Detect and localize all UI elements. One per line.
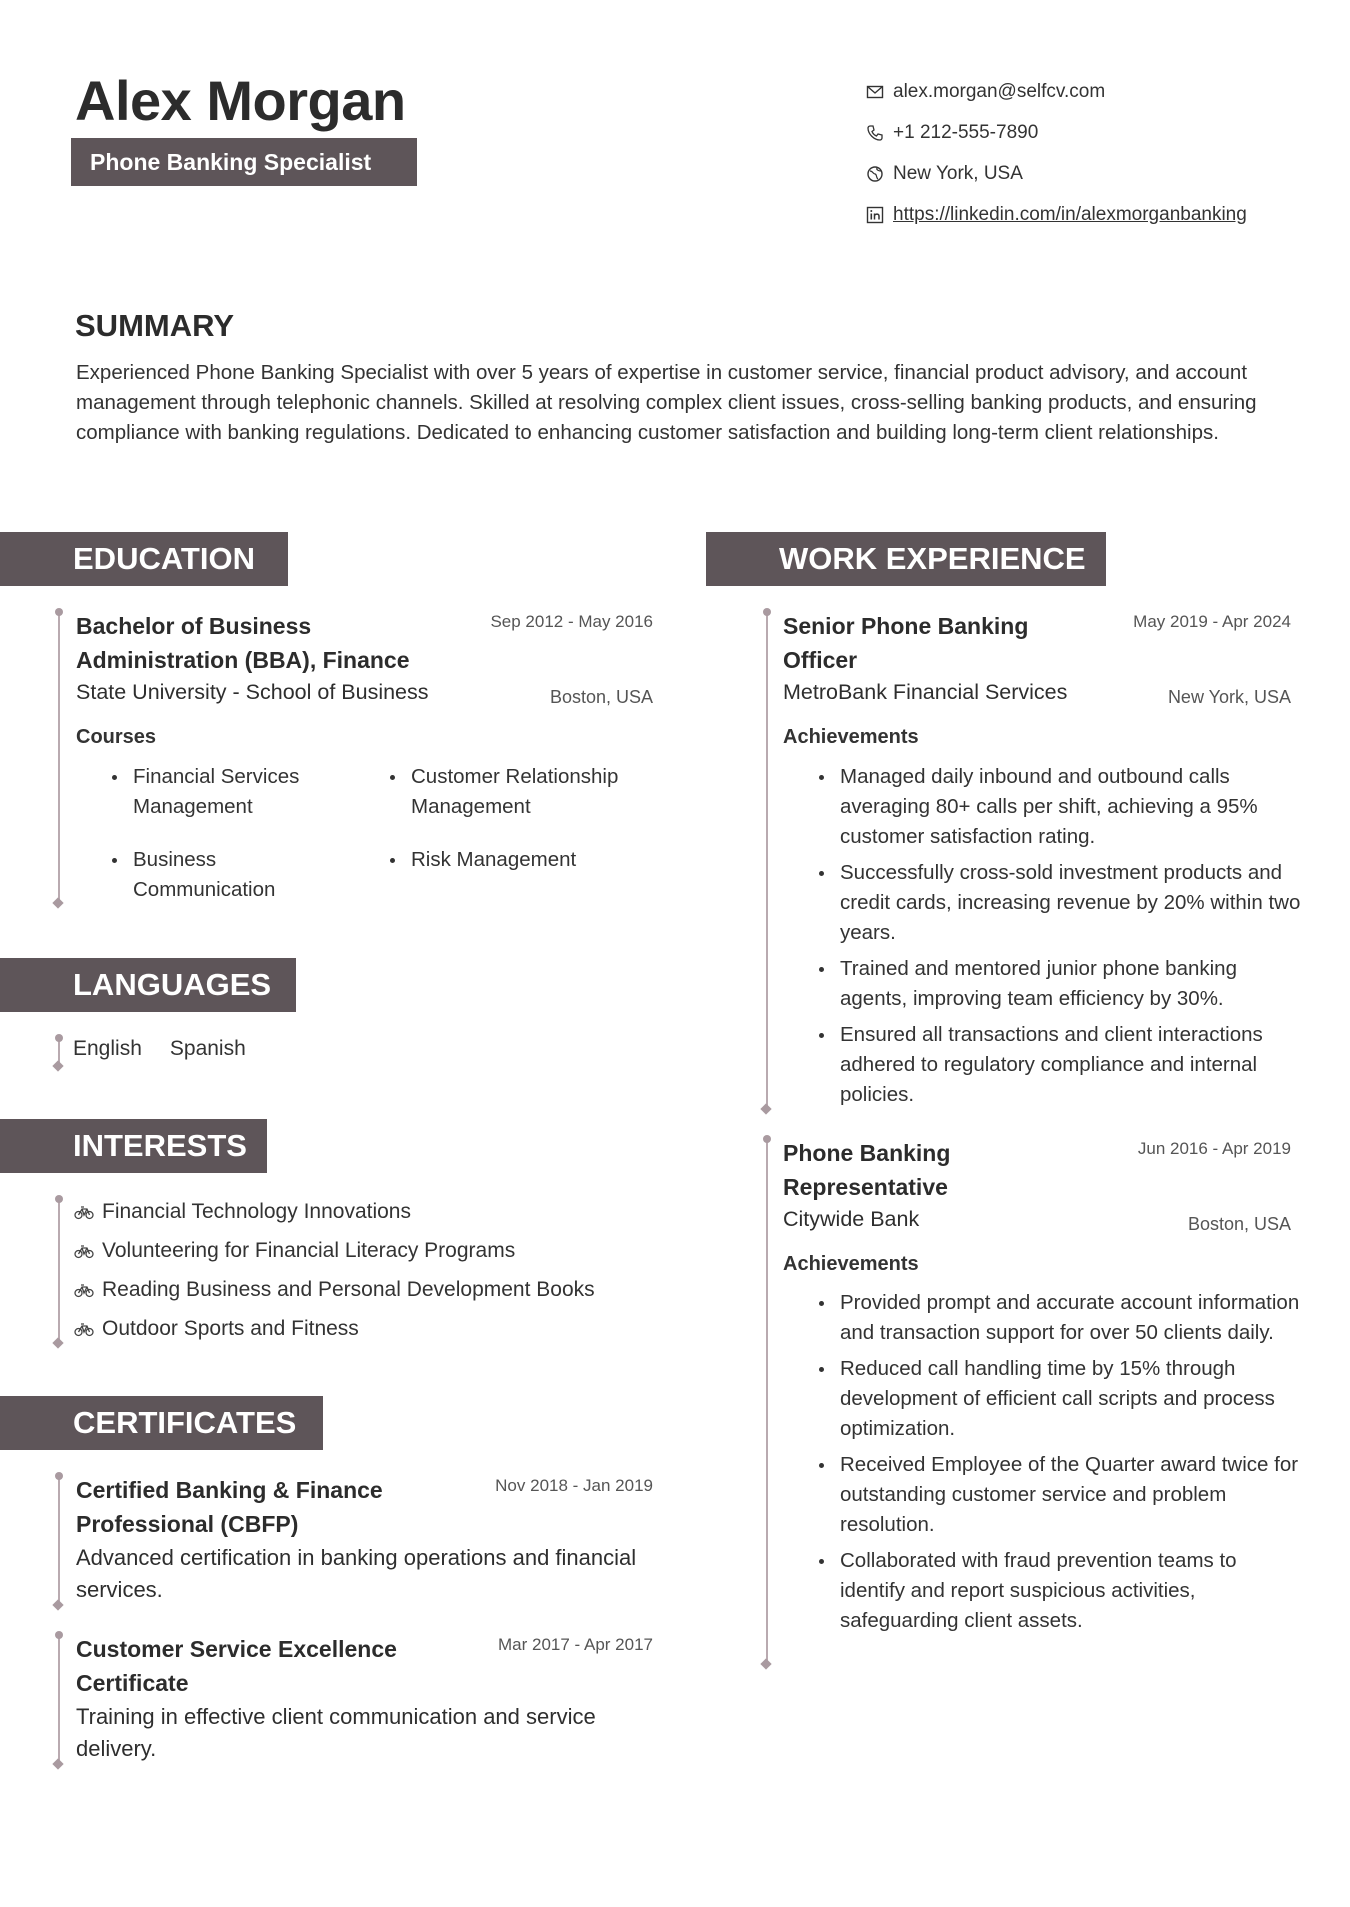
education-degree: Bachelor of Business Administration (BBA), Finance [76, 613, 410, 673]
courses-label: Courses [76, 726, 157, 748]
achievement-item: Received Employee of the Quarter award twice for outstanding customer service and problem resolution. [783, 1450, 1303, 1540]
bicycle-icon [74, 1321, 94, 1337]
achievement-item: Successfully cross-sold investment products and credit cards, increasing revenue by 20% within two years. [783, 858, 1303, 948]
language-item: English [73, 1037, 142, 1060]
job-timeline [766, 612, 768, 1108]
interest-item [74, 1231, 674, 1270]
job-location: New York, USA [1167, 687, 1291, 707]
interest-item [74, 1192, 674, 1231]
certificate-dates: Nov 2018 - Jan 2019 [495, 1476, 653, 1495]
education-heading: EDUCATION [0, 532, 288, 586]
envelope-icon [866, 83, 884, 101]
achievement-item: Trained and mentored junior phone banking agents, improving team efficiency by 30%. [783, 954, 1303, 1014]
contact-linkedin[interactable] [866, 203, 1296, 227]
job-company: Citywide Bank [783, 1207, 920, 1231]
job-title: Senior Phone Banking Officer [783, 613, 1029, 673]
job-title-badge: Phone Banking Specialist [71, 138, 417, 186]
location-text: New York, USA [893, 163, 1023, 184]
certificates-heading: CERTIFICATES [0, 1396, 323, 1450]
certificate-timeline [58, 1635, 60, 1763]
course-item: Business Communication [76, 845, 326, 905]
interests-heading: INTERESTS [0, 1119, 267, 1173]
languages-heading: LANGUAGES [0, 958, 296, 1012]
languages-list [73, 1037, 246, 1061]
course-item: Customer Relationship Management [354, 762, 654, 822]
certificate-title: Customer Service Excellence Certificate [76, 1636, 397, 1696]
job-dates: May 2019 - Apr 2024 [1133, 612, 1291, 631]
course-item: Risk Management [354, 845, 654, 875]
course-item: Financial Services Management [76, 762, 336, 822]
achievement-item: Provided prompt and accurate account information and transaction support for over 50 clients daily. [783, 1288, 1303, 1348]
certificate-timeline [58, 1476, 60, 1604]
job-timeline [766, 1139, 768, 1663]
summary-heading: SUMMARY [75, 308, 235, 343]
certificate-description: Training in effective client communication and service delivery. [76, 1704, 596, 1761]
linkedin-link[interactable]: https://linkedin.com/in/alexmorganbanking [893, 204, 1247, 225]
contact-block [866, 80, 1296, 244]
achievement-item: Managed daily inbound and outbound calls averaging 80+ calls per shift, achieving a 95% customer satisfaction rating. [783, 762, 1303, 852]
achievements-label: Achievements [783, 1253, 919, 1275]
achievement-item: Ensured all transactions and client interactions adhered to regulatory compliance and internal policies. [783, 1020, 1303, 1110]
candidate-name: Alex Morgan [75, 69, 406, 132]
bicycle-icon [74, 1204, 94, 1220]
bicycle-icon [74, 1243, 94, 1259]
language-item: Spanish [169, 1037, 246, 1060]
job-location: Boston, USA [1187, 1214, 1291, 1234]
contact-location [866, 162, 1296, 186]
linkedin-icon [866, 206, 884, 224]
education-location: Boston, USA [549, 687, 653, 707]
email-text: alex.morgan@selfcv.com [893, 81, 1106, 102]
interest-text: Outdoor Sports and Fitness [102, 1316, 359, 1340]
interest-item [74, 1270, 674, 1309]
phone-icon [866, 124, 884, 142]
bicycle-icon [74, 1282, 94, 1298]
education-school: State University - School of Business [76, 680, 429, 704]
certificate-description: Advanced certification in banking operations and financial services. [76, 1545, 637, 1602]
achievements-list [783, 1288, 1303, 1642]
interest-text: Reading Business and Personal Development Books [102, 1277, 595, 1301]
education-dates: Sep 2012 - May 2016 [490, 612, 653, 631]
job-title: Phone Banking Representative [783, 1140, 951, 1200]
contact-phone[interactable] [866, 121, 1296, 145]
job-company: MetroBank Financial Services [783, 680, 1068, 704]
globe-icon [866, 165, 884, 183]
summary-text: Experienced Phone Banking Specialist with over 5 years of expertise in customer service, financial product advisory, and account management through telephonic channels. Skilled at resolving complex client issues, cross-selling banking products, and ensuring compliance with banking regulations. Dedicated to enhancing customer satisfaction and building long-term client relationships. [76, 361, 1257, 444]
experience-heading: WORK EXPERIENCE [706, 532, 1106, 586]
job-dates: Jun 2016 - Apr 2019 [1137, 1139, 1291, 1158]
achievement-item: Collaborated with fraud prevention teams to identify and report suspicious activities, safeguarding client assets. [783, 1546, 1303, 1636]
certificate-title: Certified Banking & Finance Professional (CBFP) [76, 1477, 383, 1537]
education-timeline [58, 612, 60, 902]
contact-email[interactable] [866, 80, 1296, 104]
certificate-dates: Mar 2017 - Apr 2017 [498, 1635, 653, 1654]
interest-text: Volunteering for Financial Literacy Programs [102, 1238, 516, 1262]
interest-item [74, 1309, 674, 1348]
languages-timeline [58, 1038, 60, 1065]
interest-text: Financial Technology Innovations [102, 1199, 411, 1223]
achievements-label: Achievements [783, 726, 919, 748]
interests-timeline [58, 1199, 60, 1342]
phone-text: +1 212-555-7890 [893, 122, 1039, 143]
achievements-list [783, 762, 1303, 1116]
interests-list [74, 1192, 674, 1348]
achievement-item: Reduced call handling time by 15% through development of efficient call scripts and process optimization. [783, 1354, 1303, 1444]
